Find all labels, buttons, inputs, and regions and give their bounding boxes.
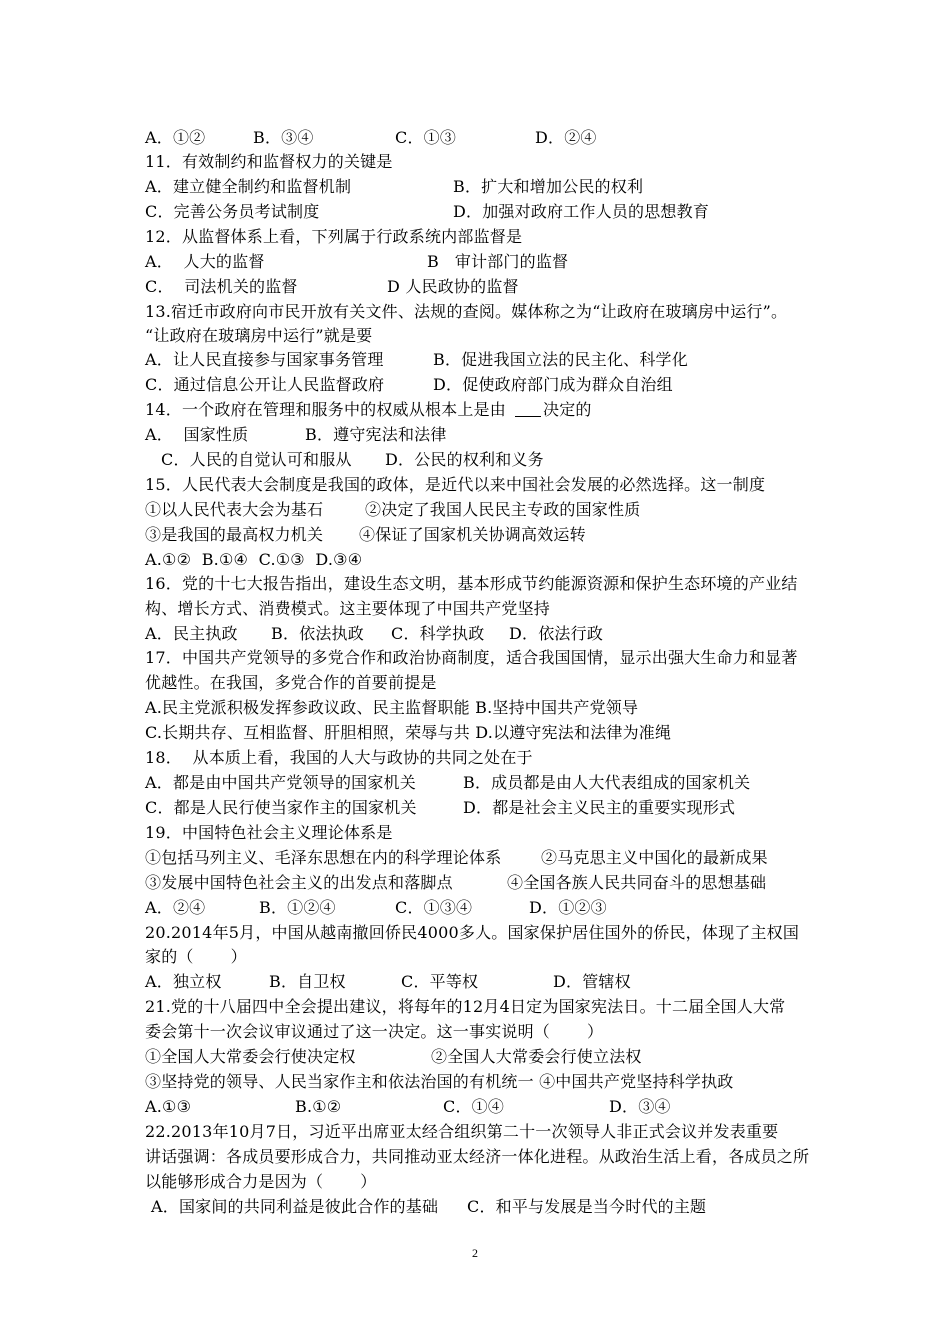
text-segment: ②决定了我国人民民主专政的国家性质 (365, 500, 641, 519)
text-segment: 讲话强调：各成员要形成合力，共同推动亚太经济一体化进程。从政治生活上看，各成员之所 (145, 1147, 810, 1166)
text-segment: 21.党的十八届四中全会提出建议，将每年的12月4日定为国家宪法日。十二届全国人大常 (145, 997, 786, 1016)
text-segment: 构、增长方式、消费模式。这主要体现了中国共产党坚持 (145, 599, 551, 618)
text-segment: D．依法行政 (509, 624, 604, 643)
text-segment: 18． 从本质上看，我国的人大与政协的共同之处在于 (145, 748, 533, 767)
text-segment: 16．党的十七大报告指出，建设生态文明，基本形成节约能源资源和保护生态环境的产业结 (145, 574, 798, 593)
text-segment: B 审计部门的监督 (427, 252, 569, 271)
text-segment: C．都是人民行使当家作主的国家机关 (145, 798, 417, 817)
text-segment: A．都是由中国共产党领导的国家机关 (145, 773, 416, 792)
text-segment: B．依法执政 (271, 624, 364, 643)
text-segment: 13.宿迁市政府向市民开放有关文件、法规的查阅。媒体称之为“让政府在玻璃房中运行”。 (145, 302, 788, 321)
text-segment: ①以人民代表大会为基石 (145, 500, 324, 519)
fill-in-blank (515, 402, 541, 417)
text-segment: A． 人大的监督 (145, 252, 265, 271)
text-segment: 11．有效制约和监督权力的关键是 (145, 152, 393, 171)
text-segment: ④全国各族人民共同奋斗的思想基础 (507, 873, 767, 892)
text-segment: C．和平与发展是当今时代的主题 (467, 1197, 707, 1216)
text-segment: B．扩大和增加公民的权利 (453, 177, 644, 196)
text-segment: A.民主党派积极发挥参政议政、民主监督职能 B.坚持中国共产党领导 (145, 698, 639, 717)
text-segment: 以能够形成合力是因为（ ） (145, 1172, 377, 1191)
text-segment: B．遵守宪法和法律 (305, 425, 447, 444)
text-segment: C．①④ (443, 1097, 505, 1116)
text-segment: D．①②③ (529, 898, 607, 917)
text-segment: A.①③ (145, 1097, 192, 1116)
text-segment: D．管辖权 (553, 972, 631, 991)
text-segment: C.长期共存、互相监督、肝胆相照，荣辱与共 D.以遵守宪法和法律为准绳 (145, 723, 672, 742)
text-segment: A．①② (145, 128, 206, 147)
page-number: 2 (472, 1246, 478, 1260)
text-segment: A．国家间的共同利益是彼此合作的基础 (151, 1197, 439, 1216)
text-segment: 22.2013年10月7日，习近平出席亚太经合组织第二十一次领导人非正式会议并发表重要 (145, 1122, 779, 1141)
text-segment: 20.2014年5月，中国从越南撤回侨民4000多人。国家保护居住国外的侨民，体现了主权国 (145, 923, 800, 942)
text-segment: A．民主执政 (145, 624, 238, 643)
text-segment: ③坚持党的领导、人民当家作主和依法治国的有机统一 ④中国共产党坚持科学执政 (145, 1072, 734, 1091)
text-segment: 19．中国特色社会主义理论体系是 (145, 823, 393, 842)
text-segment: ③发展中国特色社会主义的出发点和落脚点 (145, 873, 453, 892)
text-segment: ③是我国的最高权力机关 (145, 525, 324, 544)
text-segment: 家的（ ） (145, 947, 247, 966)
text-segment: A.①② B.①④ C.①③ D.③④ (145, 550, 363, 569)
text-segment: C．通过信息公开让人民监督政府 (145, 375, 385, 394)
text-segment: A．独立权 (145, 972, 222, 991)
text-segment: 14．一个政府在管理和服务中的权威从根本上是由 (145, 400, 506, 419)
text-segment: 委会第十一次会议审议通过了这一决定。这一事实说明（ ） (145, 1022, 604, 1041)
text-segment: ①全国人大常委会行使决定权 (145, 1047, 356, 1066)
text-segment: 15．人民代表大会制度是我国的政体，是近代以来中国社会发展的必然选择。这一制度 (145, 475, 766, 494)
text-segment: C． 司法机关的监督 (145, 277, 298, 296)
text-segment: A．②④ (145, 898, 206, 917)
text-segment: D．都是社会主义民主的重要实现形式 (463, 798, 736, 817)
text-segment: B.①② (295, 1097, 342, 1116)
text-segment: D．公民的权利和义务 (385, 450, 544, 469)
text-segment: ①包括马列主义、毛泽东思想在内的科学理论体系 (145, 848, 502, 867)
text-segment: B．③④ (253, 128, 314, 147)
text-segment: D．促使政府部门成为群众自治组 (433, 375, 673, 394)
text-segment: C．完善公务员考试制度 (145, 202, 320, 221)
text-segment: A． 国家性质 (145, 425, 249, 444)
text-segment: C．平等权 (401, 972, 479, 991)
text-segment: D．②④ (535, 128, 597, 147)
text-segment: D．③④ (609, 1097, 671, 1116)
text-segment: C．①③ (395, 128, 457, 147)
text-segment: D．加强对政府工作人员的思想教育 (453, 202, 710, 221)
text-segment: 17．中国共产党领导的多党合作和政治协商制度，适合我国国情，显示出强大生命力和显著 (145, 648, 798, 667)
text-segment: B．促进我国立法的民主化、科学化 (433, 350, 688, 369)
text-segment: A．建立健全制约和监督机制 (145, 177, 352, 196)
text-segment: C．科学执政 (391, 624, 485, 643)
text-segment: B．自卫权 (269, 972, 346, 991)
text-segment: A．让人民直接参与国家事务管理 (145, 350, 384, 369)
text-segment: “让政府在玻璃房中运行”就是要 (145, 326, 373, 345)
text-segment: ④保证了国家机关协调高效运转 (359, 525, 586, 544)
text-segment: C．人民的自觉认可和服从 (161, 450, 352, 469)
text-segment: B．成员都是由人大代表组成的国家机关 (463, 773, 751, 792)
text-segment: D 人民政协的监督 (387, 277, 519, 296)
text-segment: C．①③④ (395, 898, 473, 917)
text-segment: B．①②④ (259, 898, 336, 917)
text-segment: 优越性。在我国，多党合作的首要前提是 (145, 673, 437, 692)
text-segment: ②全国人大常委会行使立法权 (431, 1047, 642, 1066)
text-segment: 决定的 (543, 400, 592, 419)
text-segment: 12．从监督体系上看，下列属于行政系统内部监督是 (145, 227, 523, 246)
text-segment: ②马克思主义中国化的最新成果 (541, 848, 768, 867)
